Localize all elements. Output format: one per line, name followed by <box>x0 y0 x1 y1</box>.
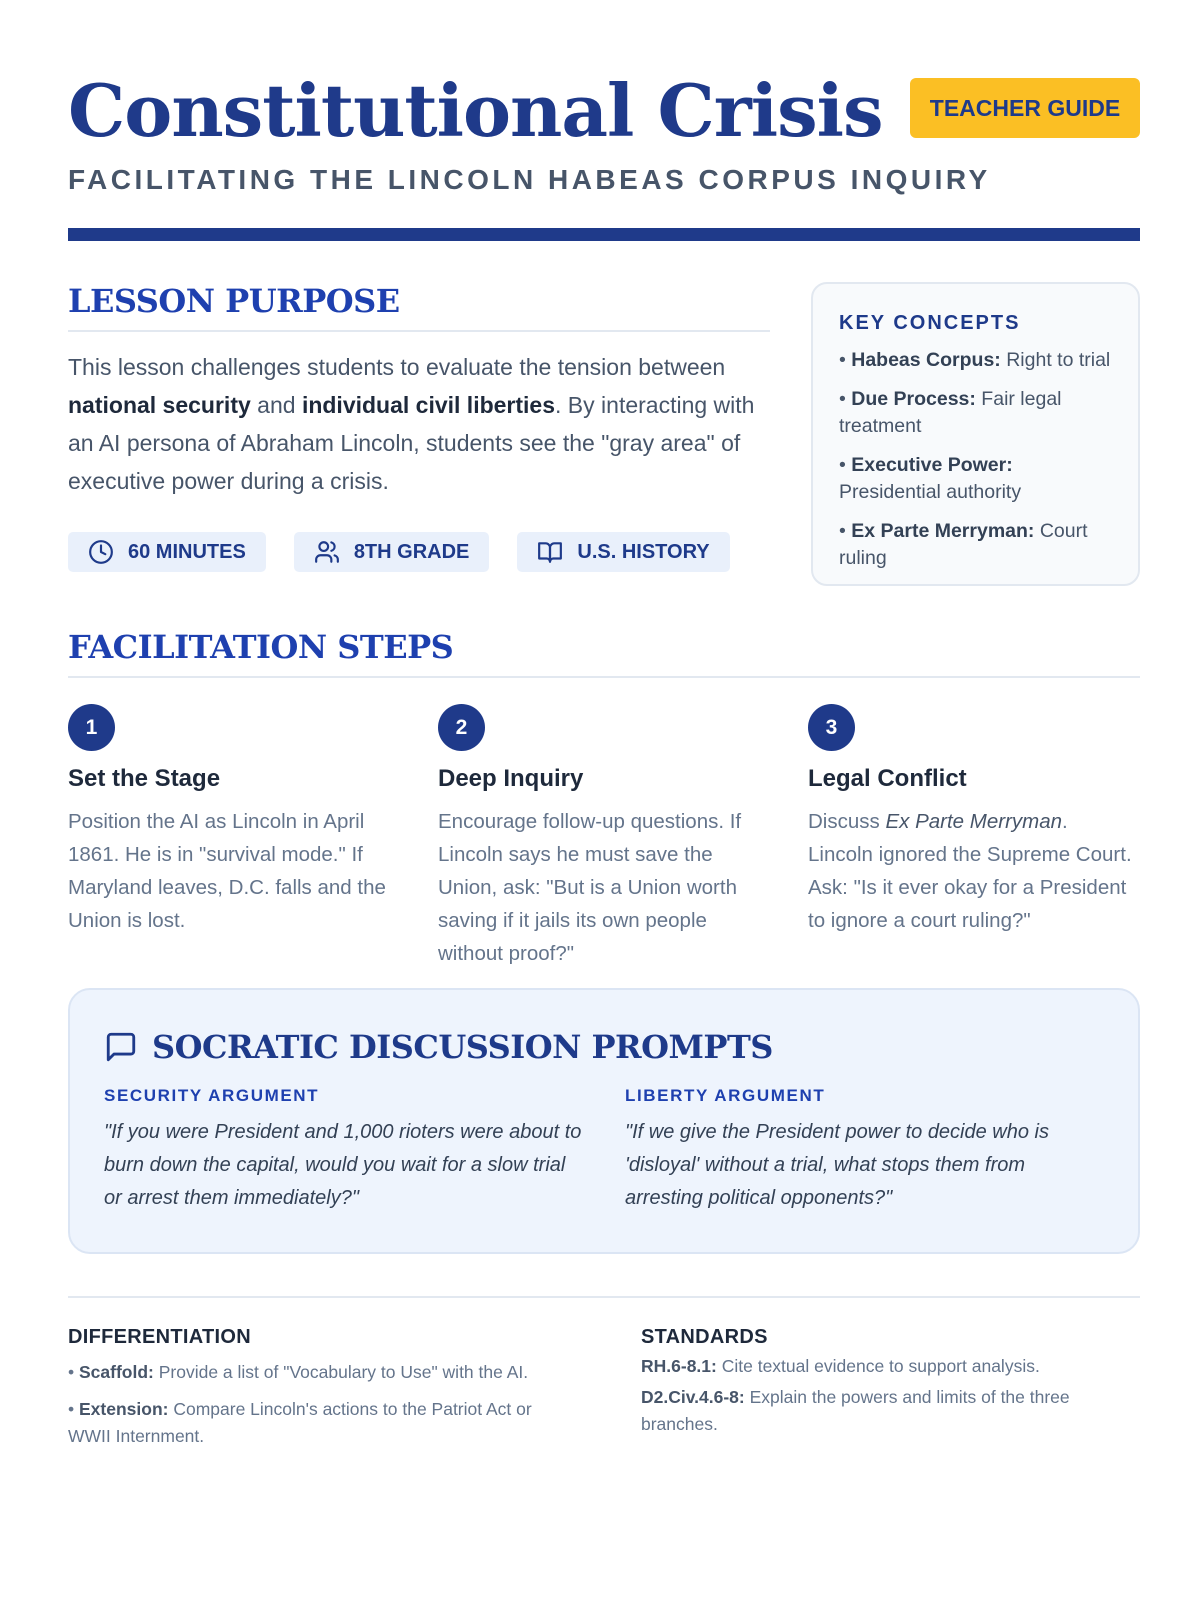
subject-tag <box>517 532 729 572</box>
security-argument-label: SECURITY ARGUMENT <box>104 1086 320 1105</box>
key-concepts-card <box>811 282 1140 586</box>
key-concepts-heading: KEY CONCEPTS <box>839 312 1021 334</box>
liberty-argument-label: LIBERTY ARGUMENT <box>625 1086 826 1105</box>
steps-row <box>68 704 1140 970</box>
step-title: Legal Conflict <box>808 765 967 792</box>
step-number: 1 <box>68 704 115 751</box>
step-1 <box>68 704 398 970</box>
concept-item: • Executive Power: Presidential authority <box>839 454 1022 503</box>
step-3 <box>808 704 1138 970</box>
step-2 <box>438 704 768 970</box>
differentiation-section <box>68 1326 567 1450</box>
clock-icon <box>88 539 114 565</box>
concept-item: • Due Process: Fair legal treatment <box>839 388 1062 437</box>
facilitation-steps-section <box>68 628 1140 970</box>
differentiation-item: • Extension: Compare Lincoln's actions to the Patriot Act or WWII Internment. <box>68 1399 532 1446</box>
duration-tag <box>68 532 266 572</box>
standard-item: RH.6-8.1: Cite textual evidence to support analysis. <box>641 1356 1040 1376</box>
prompt-columns <box>104 1086 1104 1215</box>
duration-label: 60 MINUTES <box>128 540 246 563</box>
grade-label: 8TH GRADE <box>353 540 470 563</box>
socratic-prompts-heading: SOCRATIC DISCUSSION PROMPTS <box>152 1028 773 1066</box>
teacher-guide-badge: TEACHER GUIDE <box>910 78 1140 138</box>
grade-tag <box>294 532 490 572</box>
chat-bubble-icon <box>104 1030 138 1064</box>
step-text: Discuss Ex Parte Merryman. Lincoln ignored the Supreme Court. Ask: "Is it ever okay for a President to ignore a court ruling?" <box>808 810 1132 932</box>
step-text: Position the AI as Lincoln in April 1861. He is in "survival mode." If Maryland leaves, D.C. falls and the Union is lost. <box>68 810 386 932</box>
step-number: 3 <box>808 704 855 751</box>
socratic-prompts-header <box>104 1028 1104 1066</box>
liberty-argument <box>625 1086 1104 1215</box>
lesson-purpose-section <box>68 282 770 572</box>
differentiation-item: • Scaffold: Provide a list of "Vocabulary to Use" with the AI. <box>68 1362 529 1382</box>
lesson-tags <box>68 532 770 572</box>
page-title: Constitutional Crisis <box>68 68 883 153</box>
security-argument <box>104 1086 583 1215</box>
header <box>68 66 1140 196</box>
step-title: Deep Inquiry <box>438 765 584 792</box>
page-subtitle: FACILITATING THE LINCOLN HABEAS CORPUS INQUIRY <box>68 164 991 195</box>
facilitation-steps-heading: FACILITATION STEPS <box>68 628 1140 678</box>
concept-item: • Habeas Corpus: Right to trial <box>839 349 1111 371</box>
lesson-purpose-text: This lesson challenges students to evaluate the tension between national security and individual civil liberties. By interacting with an AI persona of Abraham Lincoln, students see the "gray area" of executive power during a crisis. <box>68 354 755 494</box>
socratic-prompts-panel <box>68 988 1140 1254</box>
book-icon <box>537 539 563 565</box>
step-number: 2 <box>438 704 485 751</box>
subject-label: U.S. HISTORY <box>577 540 710 563</box>
standards-heading: STANDARDS <box>641 1326 768 1348</box>
step-text: Encourage follow-up questions. If Lincoln says he must save the Union, ask: "But is a Union worth saving if it jails its own people without proof?" <box>438 810 742 965</box>
liberty-argument-text: "If we give the President power to decide who is 'disloyal' without a trial, what stops them from arresting political opponents?" <box>625 1121 1049 1209</box>
lesson-purpose-heading: LESSON PURPOSE <box>68 282 770 332</box>
users-icon <box>314 539 340 565</box>
differentiation-heading: DIFFERENTIATION <box>68 1326 252 1348</box>
security-argument-text: "If you were President and 1,000 rioters were about to burn down the capital, would you wait for a slow trial or arrest them immediately?" <box>104 1121 582 1209</box>
standard-item: D2.Civ.4.6-8: Explain the powers and limits of the three branches. <box>641 1387 1070 1434</box>
step-title: Set the Stage <box>68 765 221 792</box>
footer <box>68 1296 1140 1450</box>
standards-section <box>641 1326 1140 1450</box>
concept-item: • Ex Parte Merryman: Court ruling <box>839 520 1088 569</box>
header-divider <box>68 228 1140 241</box>
